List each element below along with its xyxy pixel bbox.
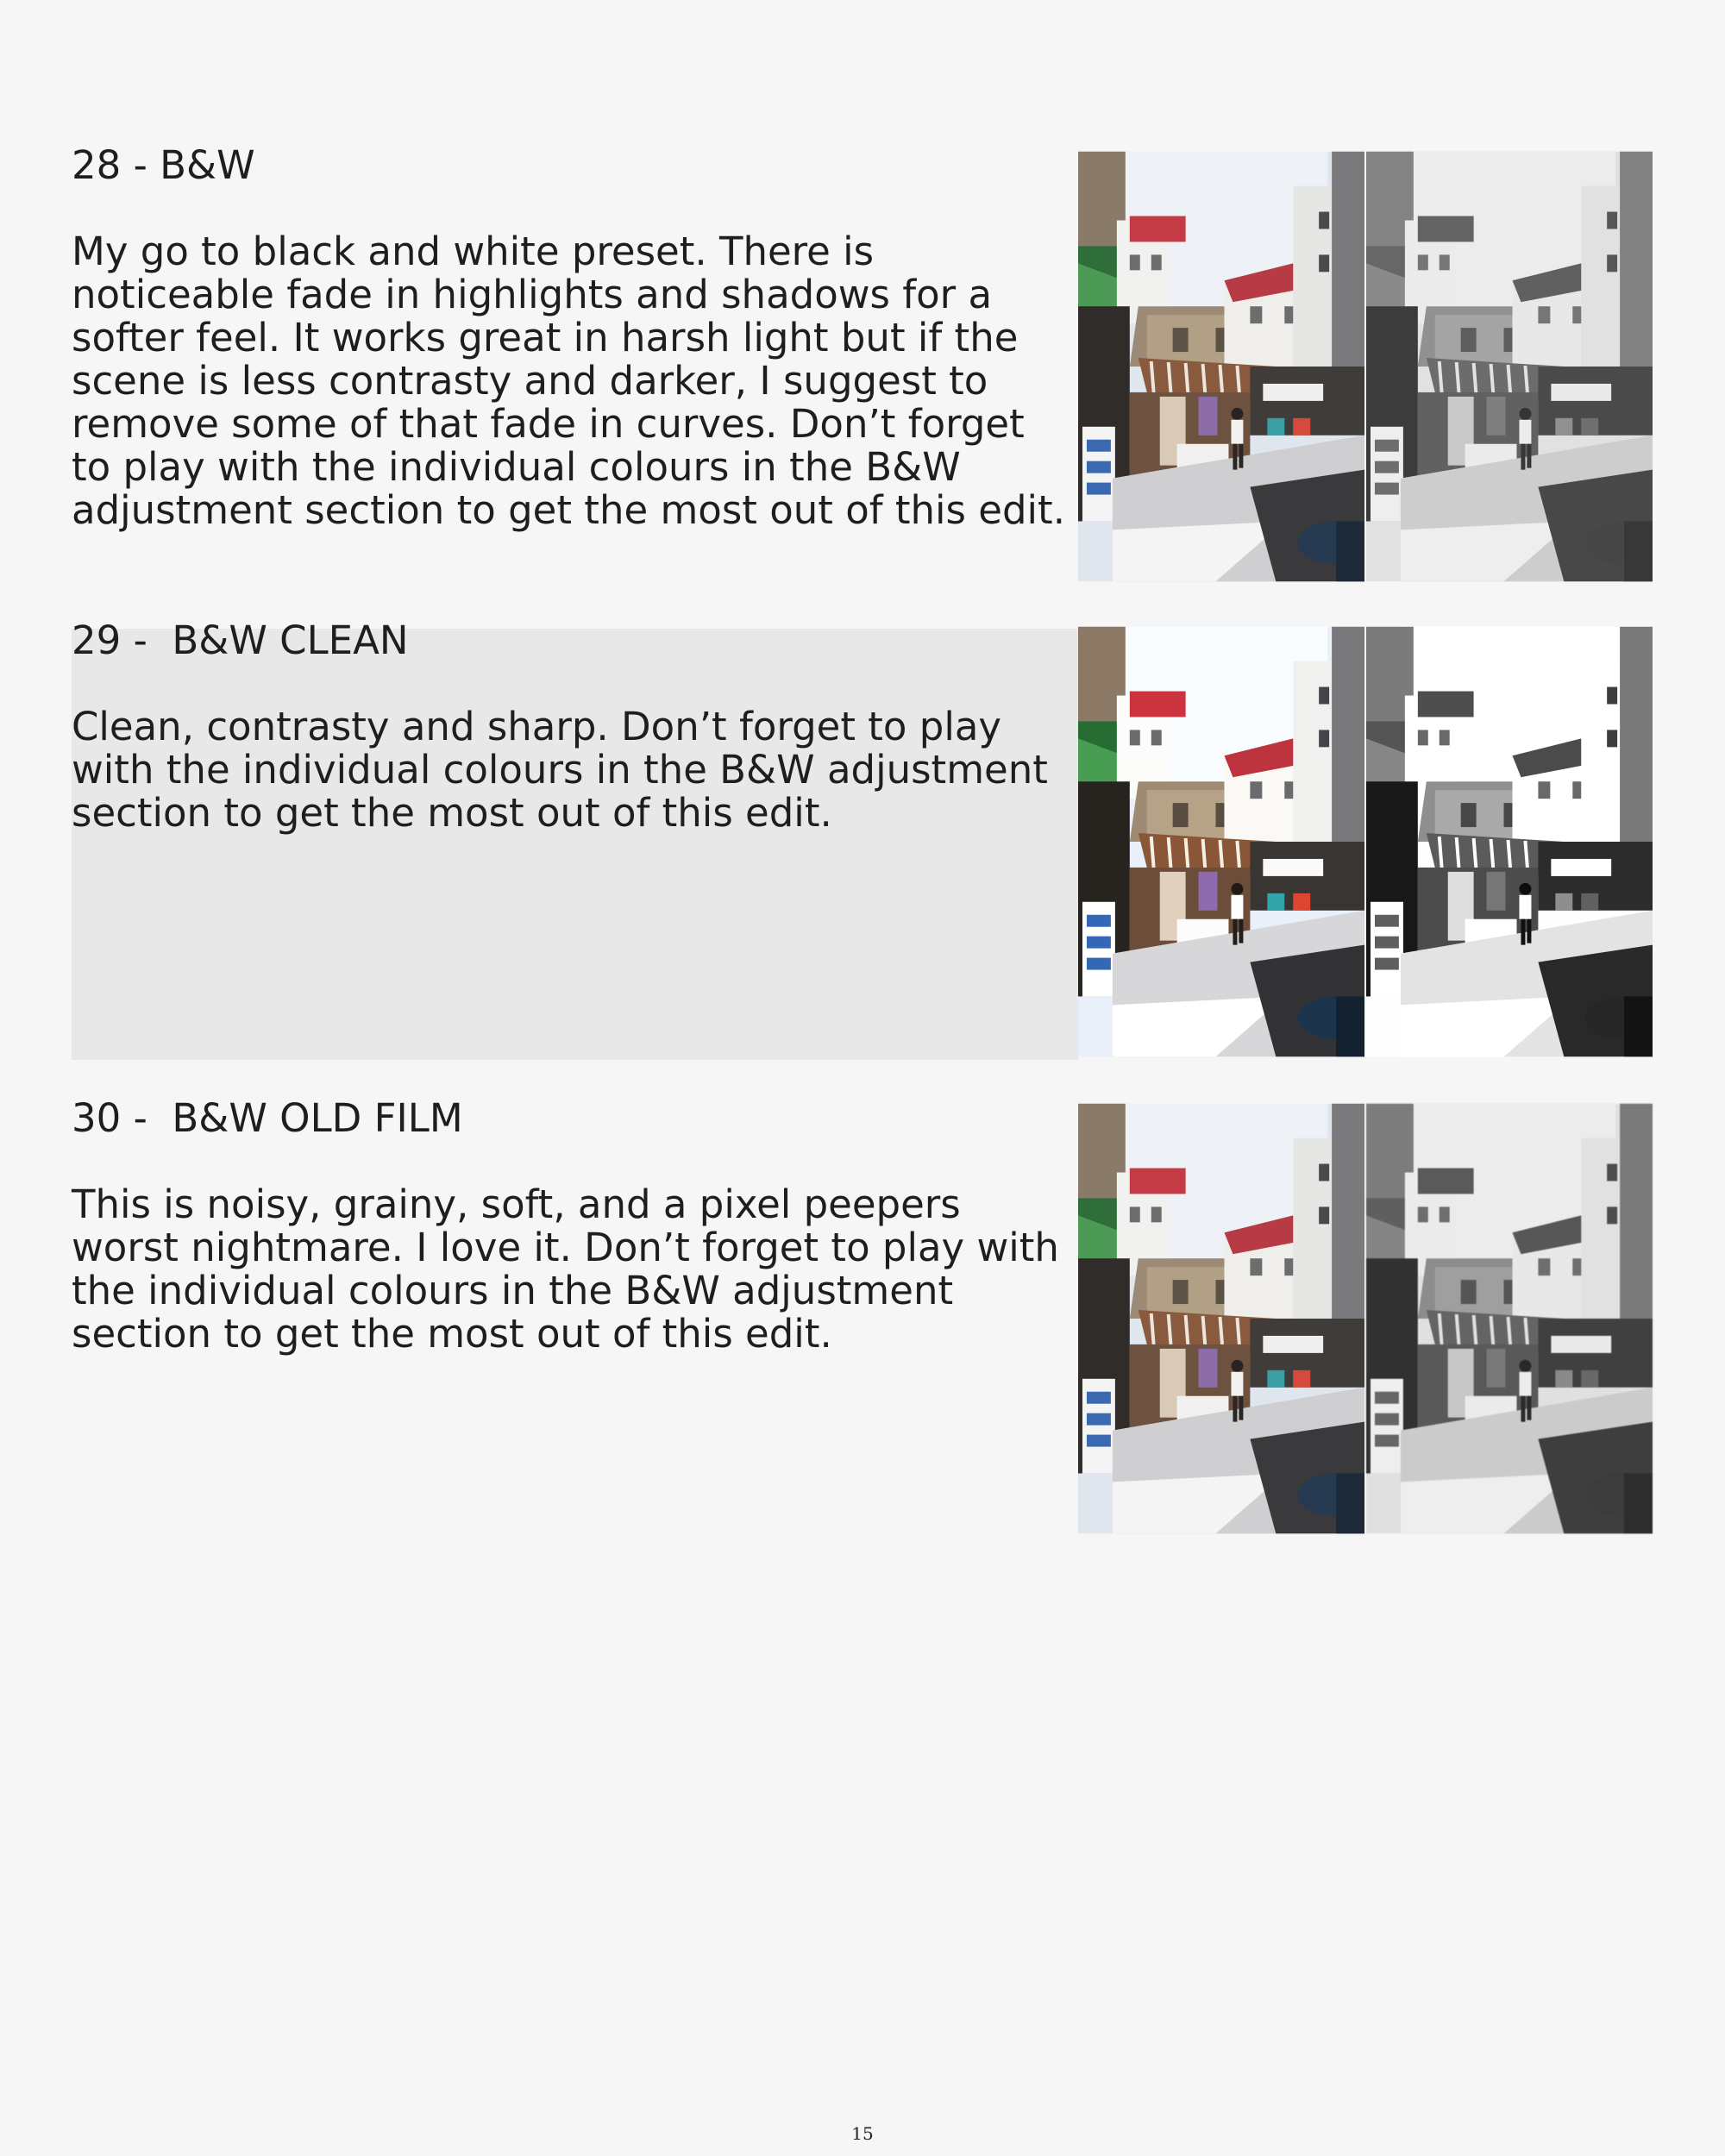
section-description: Clean, contrasty and sharp. Don’t forget to play with the individual colours in the B&W adjustment section to get the most out of this edit. xyxy=(72,704,1048,836)
section-title: 29 - B&W CLEAN xyxy=(72,617,409,663)
section-description: This is noisy, grainy, soft, and a pixel peepers worst nightmare. I love it. Don’t forget to play with the individual colours in the B&W adjustment section to get the most out of this edit. xyxy=(72,1181,1059,1357)
color-photo xyxy=(1078,151,1364,582)
bw-photo xyxy=(1366,626,1653,1057)
before-after-photos xyxy=(1078,626,1653,1057)
page-number: 15 xyxy=(851,2123,874,2144)
section-28-text xyxy=(72,144,1072,532)
section-description: My go to black and white preset. There is noticeable fade in highlights and shadows for a softer feel. It works great in harsh light but if the scene is less contrasty and darker, I suggest to remove some of that fade in curves. Don’t forget to play with the individual colours in the B&W adjustment section to get the most out of this edit. xyxy=(72,229,1066,533)
bw-photo xyxy=(1366,1103,1653,1534)
section-29-text xyxy=(72,619,1072,835)
before-after-photos xyxy=(1078,1103,1653,1534)
bw-photo xyxy=(1366,151,1653,582)
color-photo xyxy=(1078,1103,1364,1534)
section-title: 28 - B&W xyxy=(72,142,255,188)
color-photo xyxy=(1078,626,1364,1057)
before-after-photos xyxy=(1078,151,1653,582)
section-30-text xyxy=(72,1097,1072,1356)
section-title: 30 - B&W OLD FILM xyxy=(72,1095,463,1141)
